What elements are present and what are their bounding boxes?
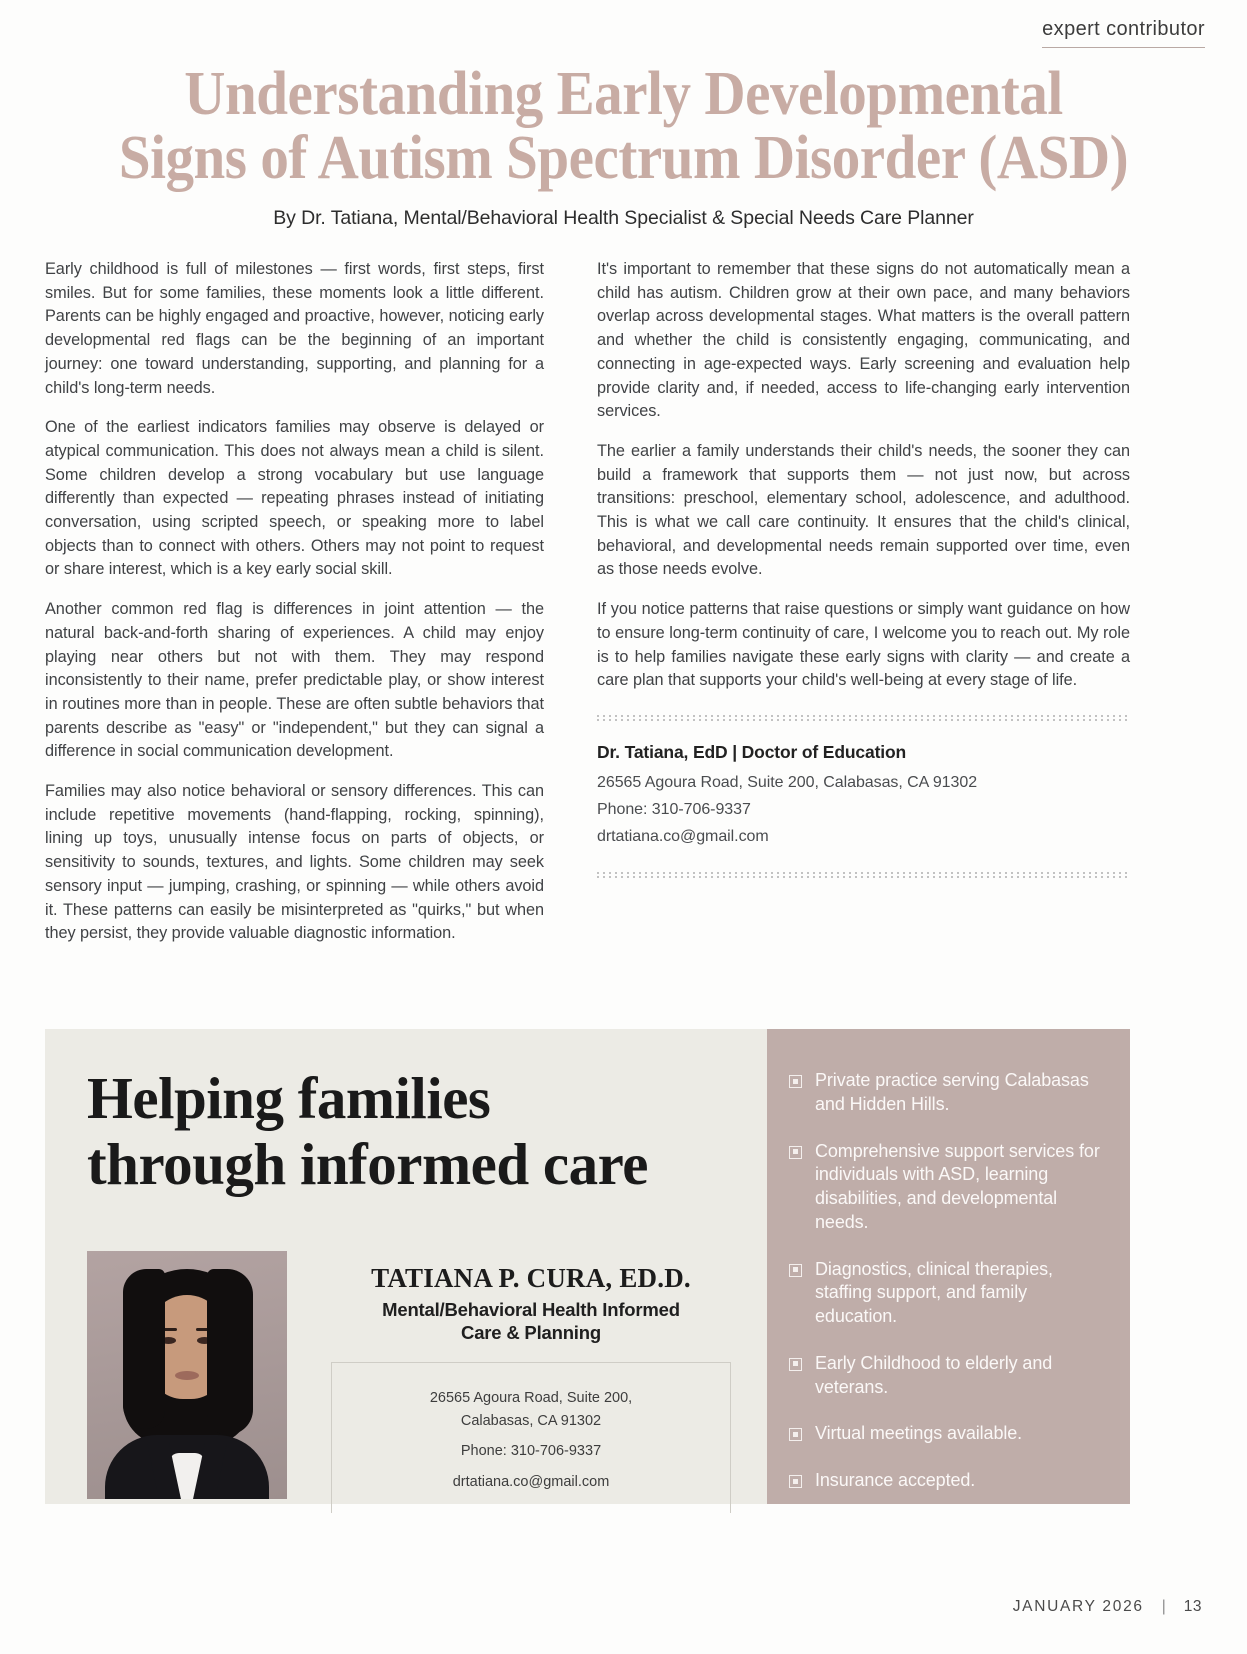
- paragraph: One of the earliest indicators families may observe is delayed or atypical communication. This does not always mean a child is silent. Some children develop a strong vocabulary but use language differently than expected — repeating phrases instead of initiating conversation, using scripted speech, or speaking more to label objects than to connect with others. Others may not point to request or share interest, which is a key early social skill.: [45, 418, 544, 579]
- card-address-line-2: Calabasas, CA 91302: [460, 1412, 602, 1429]
- card-role-line-2: Care & Planning: [461, 1321, 601, 1343]
- bullet-text: Insurance accepted.: [815, 1470, 976, 1490]
- square-bullet-icon: [789, 1146, 802, 1159]
- paragraph: Early childhood is full of milestones — first words, first steps, first smiles. But for some families, these moments look a little different. Parents can be highly engaged and proactive, however, noticing early developmental red flags can be the beginning of an important journey: one toward understanding, supporting, and planning for a child's long-term needs.: [45, 260, 544, 397]
- contact-address: 26565 Agoura Road, Suite 200, Calabasas, CA 91302: [597, 773, 978, 791]
- footer-page-number: 13: [1183, 1598, 1202, 1615]
- portrait-hair-front-left: [123, 1269, 165, 1429]
- card-contact-box: [331, 1362, 731, 1513]
- card-email[interactable]: drtatiana.co@gmail.com: [452, 1473, 610, 1490]
- ad-headline: [87, 1065, 767, 1197]
- card-phone: Phone: 310-706-9337: [460, 1443, 602, 1460]
- square-bullet-icon: [789, 1264, 802, 1277]
- list-item: [789, 1469, 1104, 1493]
- kicker-container: [1042, 18, 1205, 48]
- paragraph: The earlier a family understands their child's needs, the sooner they can build a framework that supports them — not just now, but across transitions: preschool, elementary school, adolescence, and adulthood. This is what we call care continuity. It ensures that the child's clinical, behavioral, and developmental needs remain supported over time, even as those needs evolve.: [597, 441, 1130, 579]
- bullet-text: Diagnostics, clinical therapies, staffing support, and family education.: [815, 1258, 1053, 1326]
- ad-right-panel: [767, 1029, 1130, 1504]
- byline: By Dr. Tatiana, Mental/Behavioral Health Specialist & Special Needs Care Planner: [273, 207, 974, 229]
- advertisement: [45, 1029, 1130, 1504]
- bullet-text: Private practice serving Calabasas and Hidden Hills.: [815, 1070, 1089, 1114]
- portrait-photo: [87, 1251, 287, 1499]
- square-bullet-icon: [789, 1475, 802, 1488]
- footer-separator: |: [1161, 1598, 1166, 1615]
- card-address-line-1: 26565 Agoura Road, Suite 200,: [429, 1390, 633, 1407]
- portrait-hair-front-right: [207, 1269, 253, 1435]
- headline-line-2: Signs of Autism Spectrum Disorder (ASD): [118, 124, 1129, 193]
- paragraph: It's important to remember that these signs do not automatically mean a child has autism. Children grow at their own pace, and many behaviors overlap across developmental stages. What matters is the overall pattern and whether the child is consistently engaging, communicating, and connecting in age-expected ways. Early screening and evaluation help provide clarity and, if needed, access to life-changing early intervention services.: [597, 260, 1130, 421]
- contact-email[interactable]: drtatiana.co@gmail.com: [597, 827, 769, 845]
- square-bullet-icon: [789, 1075, 802, 1088]
- headline-line-1: Understanding Early Developmental: [184, 60, 1063, 128]
- paragraph: Another common red flag is differences in joint attention — the natural back-and-forth sharing of experiences. A child may enjoy playing near others but not with them. They may respond inconsistently to their name, prefer predictable play, or show interest in routines more than in people. These are often subtle behaviors that parents describe as "easy" or "independent," but they can signal a difference in social communication development.: [45, 600, 544, 761]
- bullet-text: Early Childhood to elderly and veterans.: [815, 1352, 1053, 1397]
- paragraph: Families may also notice behavioral or sensory differences. This can include repetitive movements (hand-flapping, rocking, spinning), lining up toys, unusually intense focus on parts of objects, or sensitivity to sounds, textures, and lights. Some children may seek sensory input — jumping, crashing, or spinning — while others avoid it. These patterns can easily be misinterpreted as "quirks," but when they persist, they provide valuable diagnostic information.: [45, 782, 544, 943]
- dotted-divider-bottom: [597, 872, 1130, 879]
- ad-headline-line-2: through informed care: [87, 1131, 648, 1198]
- list-item: [789, 1422, 1104, 1446]
- business-card: [87, 1251, 731, 1513]
- contact-phone: Phone: 310-706-9337: [597, 800, 751, 818]
- ad-headline-line-1: Helping families: [87, 1065, 491, 1131]
- right-column: [597, 258, 1130, 946]
- list-item: [789, 1069, 1104, 1117]
- left-column: [45, 258, 544, 946]
- card-role: [331, 1299, 731, 1344]
- ad-left-panel: [45, 1029, 767, 1504]
- square-bullet-icon: [789, 1358, 802, 1371]
- dotted-divider-top: [597, 715, 1130, 722]
- card-name: TATIANA P. CURA, ED.D.: [371, 1263, 691, 1293]
- list-item: [789, 1140, 1104, 1235]
- list-item: [789, 1352, 1104, 1400]
- bullet-text: Virtual meetings available.: [815, 1423, 1023, 1444]
- bullet-text: Comprehensive support services for individuals with ASD, learning disabilities, and developmental needs.: [815, 1140, 1100, 1232]
- footer-issue-date: JANUARY 2026: [1012, 1598, 1144, 1615]
- list-item: [789, 1258, 1104, 1329]
- square-bullet-icon: [789, 1428, 802, 1441]
- card-role-line-1: Mental/Behavioral Health Informed: [382, 1299, 680, 1320]
- spacer: [342, 1432, 720, 1440]
- business-card-text: [331, 1251, 731, 1513]
- portrait-lips: [175, 1371, 199, 1380]
- article-columns: [45, 258, 1130, 946]
- spacer: [342, 1463, 720, 1471]
- kicker-label: expert contributor: [1042, 18, 1205, 48]
- paragraph: If you notice patterns that raise questions or simply want guidance on how to ensure long-term continuity of care, I welcome you to reach out. My role is to help families navigate these early signs with clarity — and create a care plan that supports your child's well-being at every stage of life.: [597, 600, 1130, 690]
- contact-name: Dr. Tatiana, EdD | Doctor of Education: [597, 741, 907, 762]
- page-title: [50, 62, 1197, 191]
- author-contact-block: [597, 742, 1130, 846]
- page-footer: [1013, 1598, 1202, 1616]
